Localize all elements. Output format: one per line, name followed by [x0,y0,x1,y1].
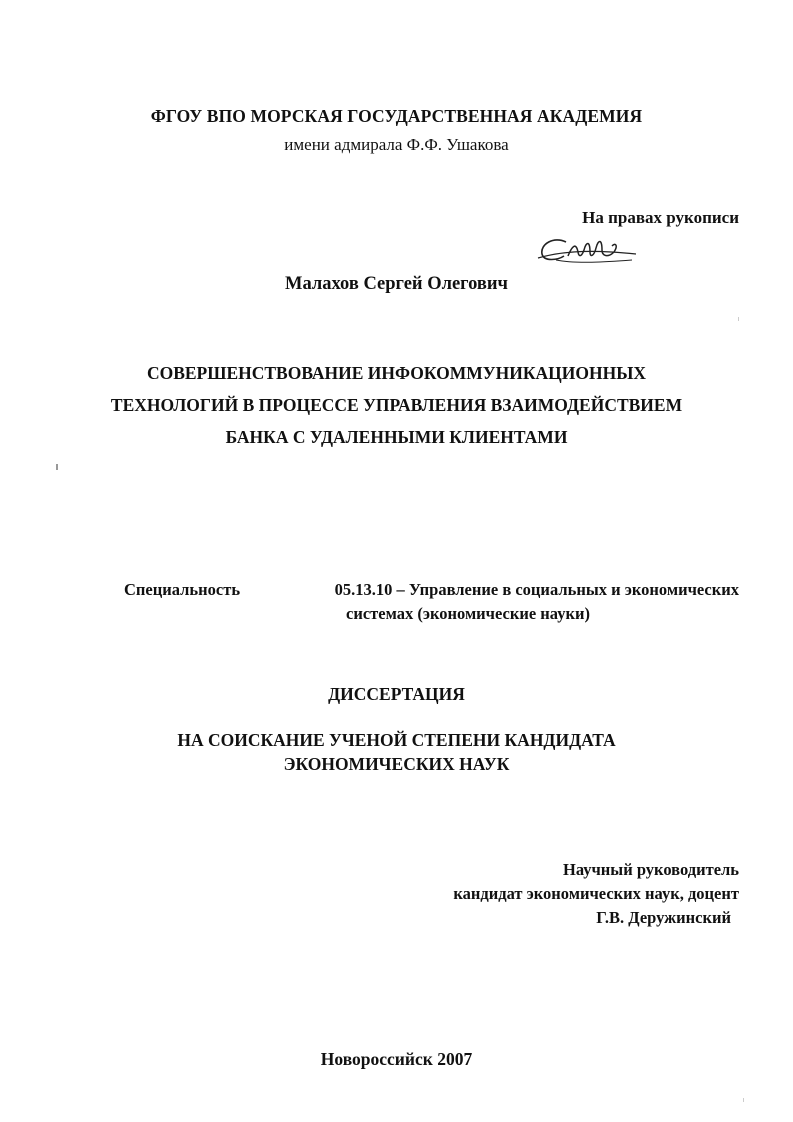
supervisor-credentials: кандидат экономических наук, доцент [453,884,739,903]
scan-artifact [738,317,739,321]
degree-statement [0,728,793,776]
manuscript-rights-note: На правах рукописи [582,208,739,227]
supervisor-block [453,858,739,930]
institution-name: ФГОУ ВПО МОРСКАЯ ГОСУДАРСТВЕННАЯ АКАДЕМИЯ [150,106,643,126]
city-year: Новороссийск 2007 [320,1049,473,1069]
specialty-continuation-line: системах (экономические науки) [346,604,590,623]
specialty-code-line: 05.13.10 – Управление в социальных и экономических [334,580,739,599]
scan-artifact [743,1098,744,1102]
supervisor-role: Научный руководитель [563,860,739,879]
title-line: БАНКА С УДАЛЕННЫМИ КЛИЕНТАМИ [225,427,568,447]
author-name: Малахов Сергей Олегович [285,274,508,294]
institution-named-after: имени адмирала Ф.Ф. Ушакова [284,135,509,154]
author-signature [536,230,646,270]
title-line: СОВЕРШЕНСТВОВАНИЕ ИНФОКОММУНИКАЦИОННЫХ [146,363,647,383]
document-type: ДИССЕРТАЦИЯ [328,684,465,704]
specialty-label: Специальность [124,580,241,599]
degree-line: ЭКОНОМИЧЕСКИХ НАУК [283,754,510,774]
dissertation-title [0,357,793,453]
title-line: ТЕХНОЛОГИЙ В ПРОЦЕССЕ УПРАВЛЕНИЯ ВЗАИМОДЕЙСТВИЕМ [110,395,683,415]
scan-artifact [56,464,58,470]
supervisor-name: Г.В. Деружинский [596,908,731,927]
degree-line: НА СОИСКАНИЕ УЧЕНОЙ СТЕПЕНИ КАНДИДАТА [177,730,616,750]
